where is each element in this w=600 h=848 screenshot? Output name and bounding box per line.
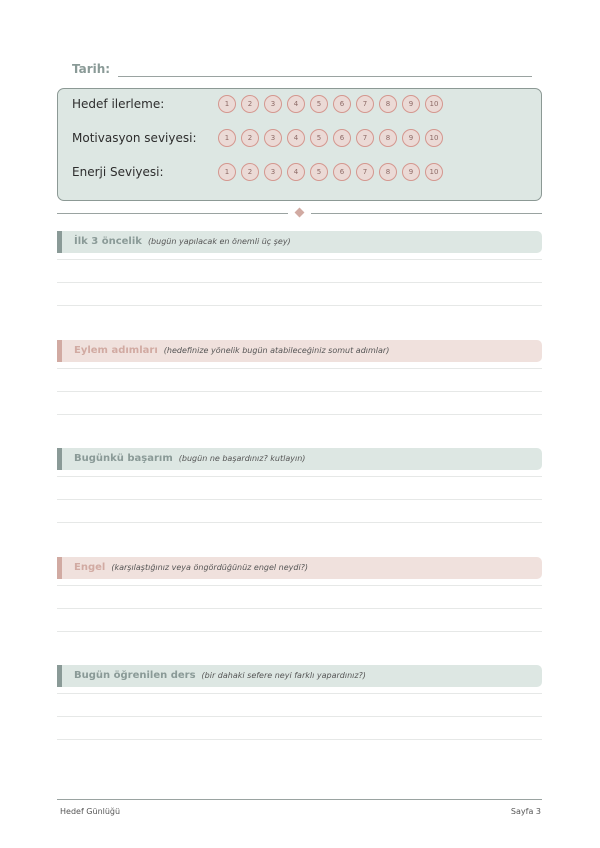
rating-row-motivation bbox=[72, 129, 532, 149]
section-accent-bar bbox=[57, 340, 62, 362]
section-header bbox=[57, 557, 542, 579]
section-hint: (bugün ne başardınız? kutlayın) bbox=[178, 454, 306, 463]
section-accent-bar bbox=[57, 665, 62, 687]
rating-option[interactable]: 5 bbox=[310, 95, 328, 113]
rating-option[interactable]: 3 bbox=[264, 95, 282, 113]
section-accent-bar bbox=[57, 448, 62, 470]
date-input-line[interactable] bbox=[118, 76, 532, 77]
rating-option[interactable]: 4 bbox=[287, 129, 305, 147]
writing-line[interactable] bbox=[57, 585, 542, 586]
rating-option[interactable]: 2 bbox=[241, 163, 259, 181]
date-row bbox=[72, 62, 532, 80]
section-title: Bugün öğrenilen ders (bir dahaki sefere neyi farklı yapardınız?) bbox=[74, 670, 366, 681]
rating-option[interactable]: 2 bbox=[241, 95, 259, 113]
rating-option[interactable]: 5 bbox=[310, 163, 328, 181]
rating-option[interactable]: 2 bbox=[241, 129, 259, 147]
section-hint: (karşılaştığınız veya öngördüğünüz engel neydi?) bbox=[111, 563, 309, 572]
section-header bbox=[57, 665, 542, 687]
rating-option[interactable]: 5 bbox=[310, 129, 328, 147]
footer-page-number: Sayfa 3 bbox=[510, 807, 541, 816]
rating-option[interactable]: 6 bbox=[333, 129, 351, 147]
section-header bbox=[57, 231, 542, 253]
rating-option[interactable]: 8 bbox=[379, 95, 397, 113]
rating-option[interactable]: 8 bbox=[379, 129, 397, 147]
section-accent-bar bbox=[57, 557, 62, 579]
writing-line[interactable] bbox=[57, 414, 542, 415]
section-header bbox=[57, 448, 542, 470]
writing-line[interactable] bbox=[57, 305, 542, 306]
rating-option[interactable]: 1 bbox=[218, 129, 236, 147]
rating-option[interactable]: 7 bbox=[356, 129, 374, 147]
writing-line[interactable] bbox=[57, 631, 542, 632]
rating-row-goal-progress bbox=[72, 95, 532, 115]
writing-line[interactable] bbox=[57, 259, 542, 260]
rating-label: Enerji Seviyesi: bbox=[72, 165, 164, 179]
rating-option[interactable]: 1 bbox=[218, 95, 236, 113]
rating-option[interactable]: 4 bbox=[287, 95, 305, 113]
rating-row-energy bbox=[72, 163, 532, 183]
rating-option[interactable]: 6 bbox=[333, 163, 351, 181]
rating-option[interactable]: 6 bbox=[333, 95, 351, 113]
diamond-ornament-icon bbox=[295, 208, 305, 218]
section-header bbox=[57, 340, 542, 362]
rating-option[interactable]: 10 bbox=[425, 129, 443, 147]
rating-label: Motivasyon seviyesi: bbox=[72, 131, 197, 145]
writing-line[interactable] bbox=[57, 391, 542, 392]
section-hint: (bugün yapılacak en önemli üç şey) bbox=[147, 237, 291, 246]
writing-line[interactable] bbox=[57, 282, 542, 283]
divider-line bbox=[57, 213, 288, 214]
rating-option[interactable]: 10 bbox=[425, 95, 443, 113]
rating-option[interactable]: 9 bbox=[402, 95, 420, 113]
writing-line[interactable] bbox=[57, 522, 542, 523]
writing-line[interactable] bbox=[57, 716, 542, 717]
rating-option[interactable]: 7 bbox=[356, 95, 374, 113]
section-title: Engel (karşılaştığınız veya öngördüğünüz engel neydi?) bbox=[74, 562, 309, 573]
rating-option[interactable]: 4 bbox=[287, 163, 305, 181]
rating-option[interactable]: 8 bbox=[379, 163, 397, 181]
section-accent-bar bbox=[57, 231, 62, 253]
section-title: Bugünkü başarım (bugün ne başardınız? kutlayın) bbox=[74, 453, 306, 464]
section-title: İlk 3 öncelik (bugün yapılacak en önemli üç şey) bbox=[74, 236, 291, 247]
divider-line bbox=[311, 213, 542, 214]
rating-option[interactable]: 3 bbox=[264, 129, 282, 147]
writing-line[interactable] bbox=[57, 739, 542, 740]
section-divider bbox=[57, 213, 542, 214]
rating-option[interactable]: 9 bbox=[402, 163, 420, 181]
rating-option[interactable]: 9 bbox=[402, 129, 420, 147]
writing-line[interactable] bbox=[57, 368, 542, 369]
rating-option[interactable]: 3 bbox=[264, 163, 282, 181]
rating-option[interactable]: 1 bbox=[218, 163, 236, 181]
footer-journal-title: Hedef Günlüğü bbox=[60, 807, 121, 816]
writing-line[interactable] bbox=[57, 693, 542, 694]
writing-line[interactable] bbox=[57, 476, 542, 477]
footer-rule bbox=[57, 799, 542, 800]
section-hint: (bir dahaki sefere neyi farklı yapardınız?) bbox=[201, 671, 366, 680]
date-label: Tarih: bbox=[72, 62, 111, 76]
writing-line[interactable] bbox=[57, 499, 542, 500]
rating-label: Hedef ilerleme: bbox=[72, 97, 165, 111]
section-hint: (hedefinize yönelik bugün atabileceğiniz somut adımlar) bbox=[163, 346, 390, 355]
section-title: Eylem adımları (hedefinize yönelik bugün atabileceğiniz somut adımlar) bbox=[74, 345, 390, 356]
rating-option[interactable]: 10 bbox=[425, 163, 443, 181]
rating-option[interactable]: 7 bbox=[356, 163, 374, 181]
writing-line[interactable] bbox=[57, 608, 542, 609]
rating-panel bbox=[57, 88, 542, 201]
